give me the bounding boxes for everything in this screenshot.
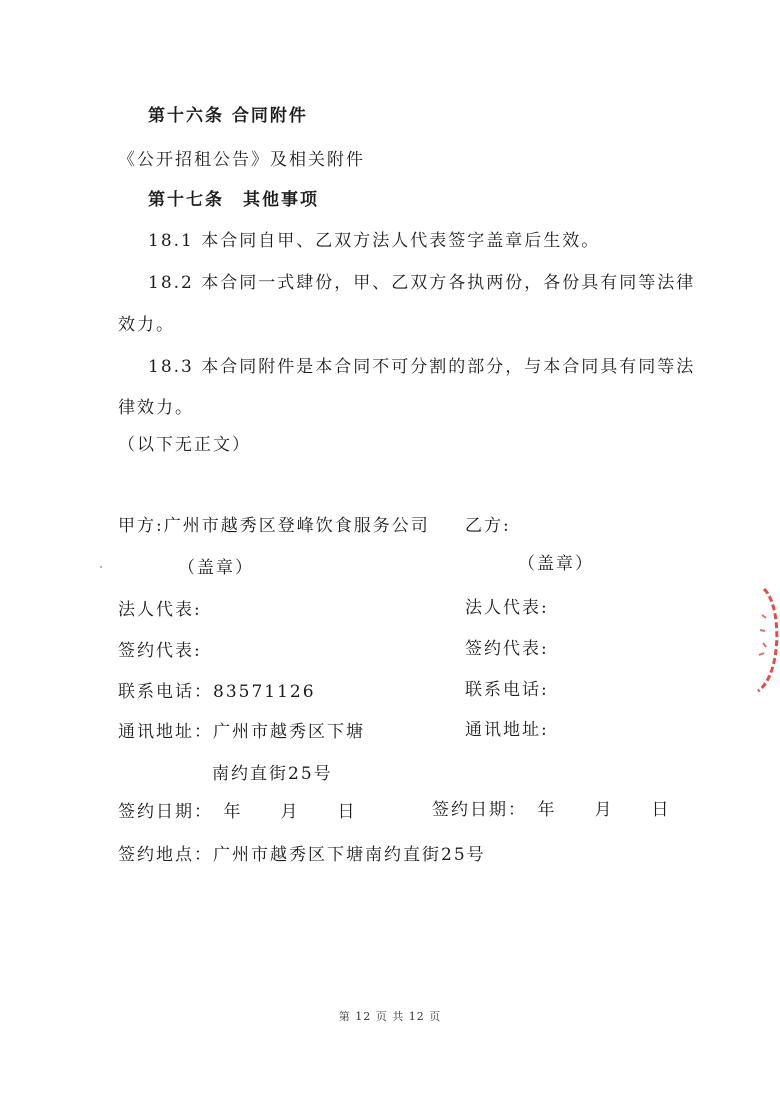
party-a-sign-date: 签约日期： 年 月 日: [118, 802, 357, 822]
article-16-heading: 第十六条 合同附件: [148, 106, 308, 126]
party-a-phone: 联系电话：83571126: [118, 682, 316, 702]
party-b-legal-rep: 法人代表:: [465, 598, 549, 618]
scan-speck: [100, 566, 102, 568]
party-a-address-line1: 通讯地址：广州市越秀区下塘: [118, 722, 365, 742]
party-a-legal-rep: 法人代表:: [118, 600, 202, 620]
party-a-name: 甲方:广州市越秀区登峰饮食服务公司: [118, 516, 430, 536]
clause-18-2-line1: 18.2 本合同一式肆份，甲、乙双方各执两份，各份具有同等法律: [148, 273, 696, 293]
partial-red-seal-stamp: [742, 585, 780, 695]
party-b-name: 乙方:: [465, 516, 511, 536]
party-a-address-line2: 南约直街25号: [212, 764, 333, 784]
article-16-body: 《公开招租公告》及相关附件: [118, 150, 365, 170]
sign-place: 签约地点：广州市越秀区下塘南约直街25号: [118, 845, 486, 865]
party-b-seal: （盖章）: [518, 554, 594, 574]
clause-18-3-line2: 律效力。: [118, 398, 194, 418]
article-17-heading: 第十七条 其他事项: [148, 190, 319, 210]
page-footer: 第 12 页 共 12 页: [338, 1010, 442, 1023]
clause-18-1: 18.1 本合同自甲、乙双方法人代表签字盖章后生效。: [148, 231, 601, 251]
clause-18-3-line1: 18.3 本合同附件是本合同不可分割的部分，与本合同具有同等法: [148, 357, 696, 377]
end-of-text-note: （以下无正文）: [118, 435, 251, 455]
clause-18-2-line2: 效力。: [118, 315, 175, 335]
party-b-address: 通讯地址:: [465, 720, 549, 740]
party-b-phone: 联系电话:: [465, 680, 549, 700]
party-a-sign-rep: 签约代表:: [118, 641, 202, 661]
party-b-sign-rep: 签约代表:: [465, 639, 549, 659]
party-a-seal: （盖章）: [178, 558, 254, 578]
party-b-sign-date: 签约日期： 年 月 日: [432, 800, 671, 820]
